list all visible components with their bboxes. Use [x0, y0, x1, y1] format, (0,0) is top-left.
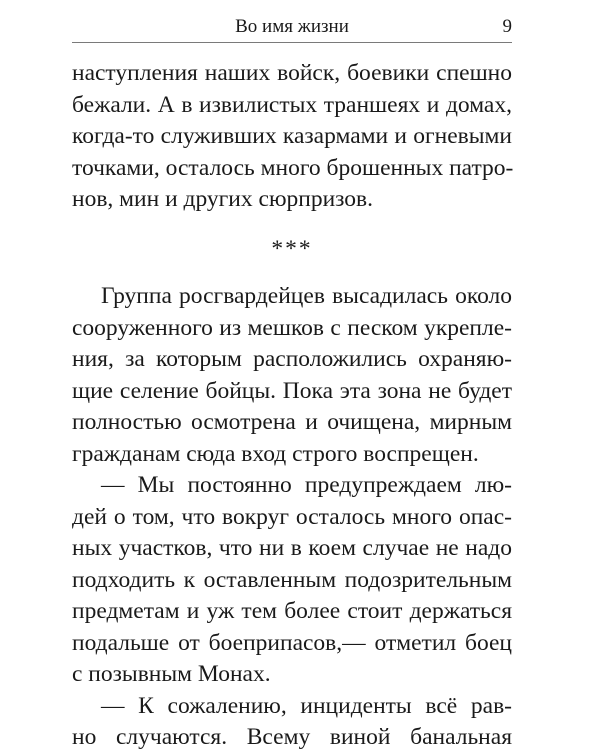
text-line: дей о том, что вокруг осталось много опас-: [72, 503, 512, 530]
text-line: ния, за которым расположились охраняю-: [72, 346, 512, 372]
text-line: нов, мин и других сюрпризов.: [72, 186, 374, 212]
paragraph-1: [72, 58, 512, 216]
text-line: ных участков, что ни в коем случае не надо: [72, 535, 512, 561]
text-line: точками, осталось много брошенных патро-: [72, 154, 514, 181]
text-line: Группа росгвардейцев высадилась около: [101, 283, 512, 309]
section-separator: ***: [271, 235, 313, 262]
body-text: [72, 58, 512, 754]
text-line: подходить к оставленным подозрительным: [72, 566, 512, 593]
text-line: предметам и уж тем более стоит держаться: [72, 598, 512, 624]
text-line: щие селение бойцы. Пока эта зона не будет: [72, 377, 512, 404]
text-line: бежали. А в извилистых траншеях и домах,: [72, 91, 512, 118]
text-line: подальше от боеприпасов,— отметил боец: [72, 629, 512, 656]
running-head-title: Во имя жизни: [235, 16, 349, 37]
text-line: гражданам сюда вход строго воспрещен.: [72, 440, 479, 467]
paragraph-3: [72, 470, 512, 691]
running-head: [72, 10, 512, 43]
text-line: — Мы постоянно предупреждаем лю-: [101, 472, 512, 498]
paragraph-2: [72, 281, 512, 470]
text-line: но случаются. Всему виной банальная: [72, 724, 512, 750]
paragraph-4: [72, 691, 512, 754]
page-number: 9: [502, 16, 512, 37]
text-line: с позывным Монах.: [72, 661, 271, 687]
text-line: — К сожалению, инциденты всё рав-: [101, 692, 512, 719]
text-line: полностью осмотрена и очищена, мирным: [72, 409, 512, 435]
text-line: наступления наших войск, боевики спешно: [72, 60, 512, 86]
text-line: когда-то служивших казармами и огневыми: [72, 123, 512, 149]
text-line: сооруженного из мешков с песком укрепле-: [72, 314, 512, 341]
